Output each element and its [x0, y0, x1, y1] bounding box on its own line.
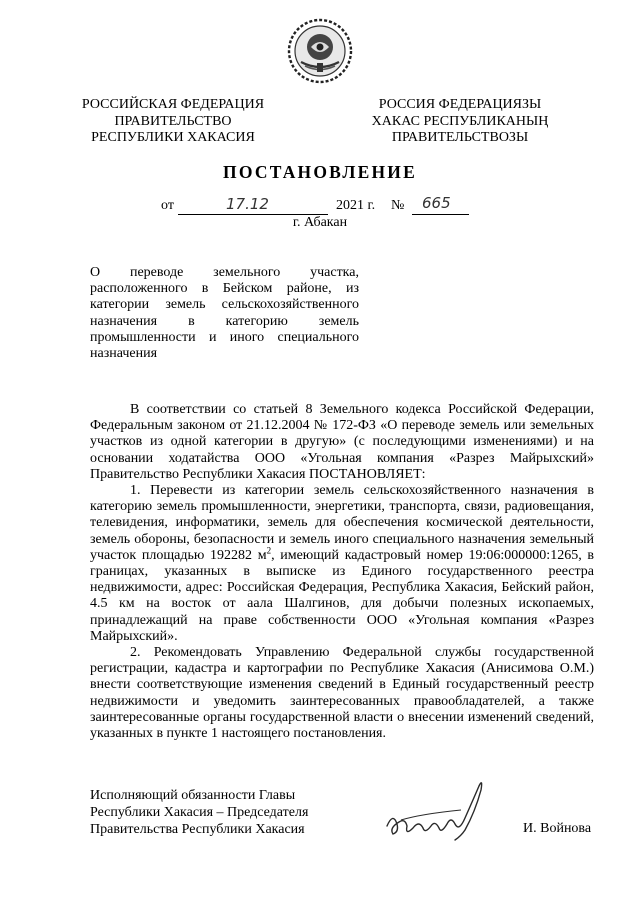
document-title: ПОСТАНОВЛЕНИЕ — [223, 162, 417, 182]
subject-line: категории земель сельскохозяйственного — [90, 297, 359, 313]
number-sign: № — [391, 198, 405, 213]
header-right-line: ПРАВИТЕЛЬСТВОЗЫ — [391, 130, 529, 145]
subject-line: расположенного в Бейском районе, из — [90, 281, 359, 297]
date-prefix: от — [161, 198, 174, 213]
preamble-paragraph: В соответствии со статьей 8 Земельного кодекса Российской Федерации, Федеральным законом от 21.12.2004 № 172-ФЗ «О переводе земель или земельных участков из одной категории в другую» (с последующими изменениями) и на основании ходатайства ООО «Угольная компания «Разрез Майрыхский» Правительство Республики Хакасия ПОСТАНОВЛЯЕТ: — [90, 402, 594, 482]
header-left-line: ПРАВИТЕЛЬСТВО — [114, 113, 232, 129]
subject-line: назначения в категорию земель — [90, 313, 359, 329]
year-text: 2021 г. — [336, 198, 376, 213]
coat-of-arms-icon — [287, 18, 353, 84]
header-right-line: РОССИЯ ФЕДЕРАЦИЯЗЫ — [378, 97, 542, 112]
subject-line: О переводе земельного участка, — [90, 265, 359, 280]
subject-line: назначения — [90, 346, 158, 362]
handwritten-signature — [383, 780, 498, 846]
item-1-text: 1. Перевести из категории земель сельскохозяйственного назначения в категорию земель промышленности, энергетики, транспорта, связи, радиовещания, телевидения, информатики, земель для обеспечения космической деятельности, земель обороны, безопасности и земель иного специального назначения земельный участок площадью 192282 м — [90, 483, 594, 563]
subject-line: промышленности и иного специального — [90, 329, 359, 345]
document-subject — [90, 265, 359, 362]
header-right-line: ХАКАС РЕСПУБЛИКАНЫҢ — [371, 113, 549, 129]
item-1-paragraph — [90, 483, 594, 645]
superscript-2: 2 — [266, 545, 272, 556]
signatory-position — [90, 787, 308, 838]
item-1-text-cont: , имеющий кадастровый номер 19:06:000000:1265, в границах, указанных в выписке из Единого государственного реестра недвижимости, адрес: Российская Федерация, Республика Хакасия, Бейский район, 4.5 км на восток от аала Шалгинов, для добычи полезных ископаемых, принадлежащий на праве собственности ООО «Угольная компания «Разрез Майрыхский». — [90, 547, 594, 644]
city: г. Абакан — [292, 215, 348, 230]
signer-name: И. Войнова — [523, 821, 592, 836]
position-line: Исполняющий обязанности Главы — [90, 788, 296, 803]
date-handwritten: 17.12 — [226, 195, 269, 213]
header-left — [58, 97, 288, 147]
number-handwritten: 665 — [422, 194, 451, 212]
header-right — [345, 97, 575, 147]
header-left-line: РЕСПУБЛИКИ ХАКАСИЯ — [91, 130, 255, 145]
document-body — [90, 402, 594, 742]
position-line: Республики Хакасия – Председателя — [90, 805, 309, 820]
position-line: Правительства Республики Хакасия — [90, 822, 305, 837]
header-left-line: РОССИЙСКАЯ ФЕДЕРАЦИЯ — [81, 97, 265, 112]
item-2-paragraph: 2. Рекомендовать Управлению Федеральной службы государственной регистрации, кадастра и картографии по Республике Хакасия (Анисимова О.М.) внести соответствующие изменения сведений в Единый государственный реестр недвижимости и уведомить заинтересованных правообладателей, а также заинтересованные органы государственной власти о внесении изменений сведений, указанных в пункте 1 настоящего постановления. — [90, 645, 594, 742]
